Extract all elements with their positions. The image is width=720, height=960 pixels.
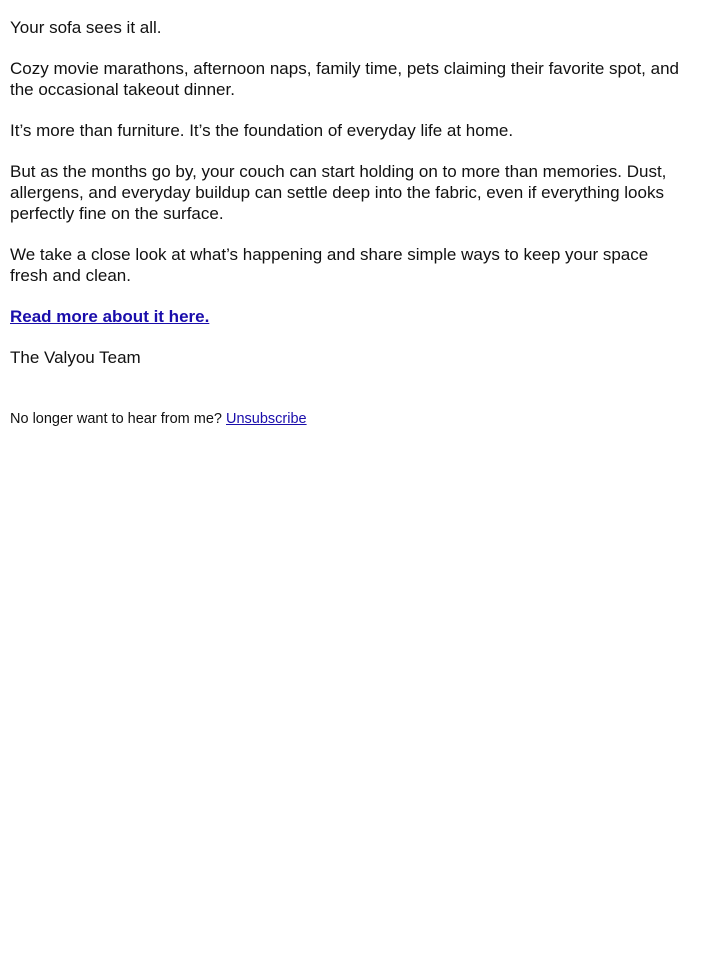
- body-paragraph-1: Cozy movie marathons, afternoon naps, family time, pets claiming their favorite spot, and the occasional takeout dinner.: [10, 59, 679, 99]
- signature-text: The Valyou Team: [10, 348, 141, 367]
- body-paragraph-4: We take a close look at what’s happening and share simple ways to keep your space fresh and clean.: [10, 245, 649, 285]
- body-paragraph-3: But as the months go by, your couch can start holding on to more than memories. Dust, allergens, and everyday buildup can settle deep into the fabric, even if everything looks perfectly fine on the surface.: [10, 162, 667, 223]
- read-more-paragraph: [10, 306, 690, 327]
- read-more-link[interactable]: Read more about it here.: [10, 307, 210, 326]
- email-footer: [10, 410, 690, 428]
- body-paragraph-2: It’s more than furniture. It’s the foundation of everyday life at home.: [10, 121, 514, 140]
- unsubscribe-link[interactable]: Unsubscribe: [226, 411, 307, 427]
- unsubscribe-prompt: No longer want to hear from me?: [10, 411, 222, 427]
- email-body: [0, 0, 700, 428]
- greeting-text: Your sofa sees it all.: [10, 18, 162, 37]
